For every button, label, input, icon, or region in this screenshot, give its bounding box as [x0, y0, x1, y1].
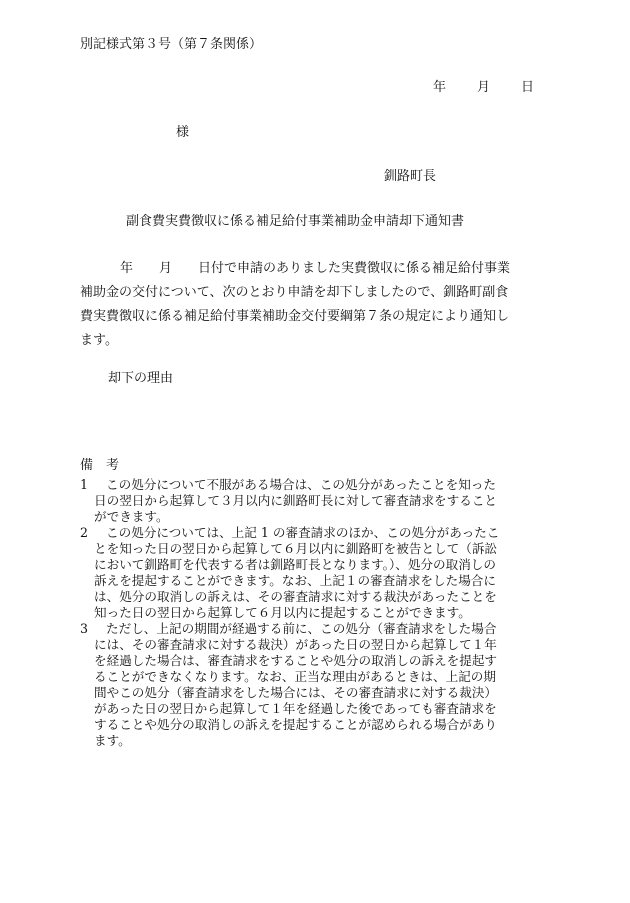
issuer: 釧路町長 [384, 169, 437, 184]
body-line: 補助金の交付について、次のとおり申請を却下しましたので、釧路町副食 [80, 285, 509, 300]
note-line: 訴えを提起することができます。なお、上記１の審査請求をした場合に [94, 573, 496, 588]
note-number: 1 [80, 477, 89, 492]
note-line: 間やこの処分（審査請求をした場合には、その審査請求に対する裁決） [94, 685, 497, 700]
note-number: 3 [80, 621, 89, 636]
note-line: この処分について不服がある場合は、この処分があったことを知った [106, 477, 497, 492]
date-month: 月 [477, 80, 491, 95]
reason-label: 却下の理由 [108, 371, 174, 386]
form-label: 別記様式第３号（第７条関係） [80, 37, 263, 52]
notes-heading: 備 考 [80, 458, 120, 473]
note-item [80, 621, 550, 749]
note-line: ただし、上記の期間が経過する前に、この処分（審査請求をした場合 [106, 621, 497, 636]
note-line: は、処分の取消しの訴えは、その審査請求に対する裁決があったことを [94, 589, 497, 604]
body-line: 年 月 日付で申請のありました実費徴収に係る補足給付事業 [120, 261, 511, 276]
note-line: ます。 [94, 733, 131, 748]
date-year: 年 [433, 80, 447, 95]
date-day: 日 [521, 80, 535, 95]
note-line: を経過した場合は、審査請求をすることや処分の取消しの訴えを提起す [94, 653, 497, 668]
note-line: において釧路町を代表する者は釧路町長となります。）、処分の取消しの [94, 557, 496, 572]
notes-list [80, 477, 550, 749]
note-line: があった日の翌日から起算して１年を経過した後であっても審査請求を [94, 701, 497, 716]
note-item [80, 525, 550, 621]
note-line: ることができなくなります。なお、正当な理由があるときは、上記の期 [94, 669, 496, 684]
body-paragraph [80, 257, 550, 353]
document-title: 副食費実費徴収に係る補足給付事業補助金申請却下通知書 [126, 214, 465, 229]
note-line: この処分については、上記 1 の審査請求のほか、この処分があったこ [106, 525, 500, 540]
note-item [80, 477, 550, 525]
addressee-suffix: 様 [176, 125, 190, 140]
note-number: 2 [80, 525, 89, 540]
note-line: ができます。 [94, 509, 169, 524]
body-line: ます。 [80, 333, 118, 348]
note-line: とを知った日の翌日から起算して６月以内に釧路町を被告として（訴訟 [94, 541, 497, 556]
note-line: 日の翌日から起算して３月以内に釧路町長に対して審査請求をすること [94, 493, 497, 508]
body-line: 費実費徴収に係る補足給付事業補助金交付要綱第７条の規定により通知し [80, 309, 510, 324]
note-line: することや処分の取消しの訴えを提起することが認められる場合があり [94, 717, 497, 732]
note-line: には、その審査請求に対する裁決）があった日の翌日から起算して１年 [94, 637, 497, 652]
date-line [433, 81, 534, 94]
note-line: 知った日の翌日から起算して６月以内に提起することができます。 [94, 605, 471, 620]
